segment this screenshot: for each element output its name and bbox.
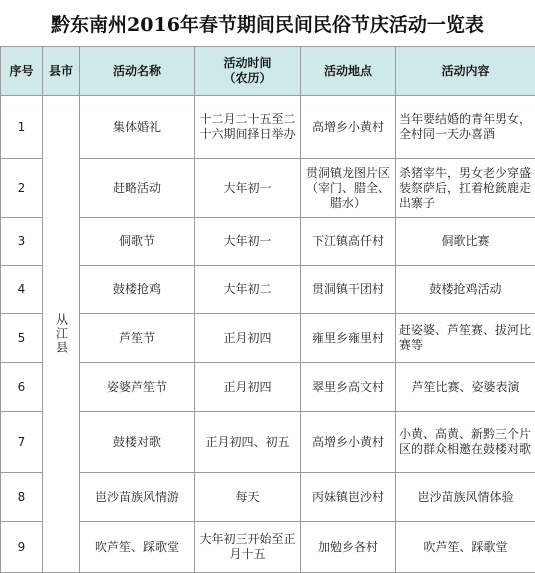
cell-time: 大年初一 (195, 159, 301, 218)
cell-name: 赶略活动 (80, 159, 195, 218)
cell-content: 吹芦笙、踩歌堂 (396, 522, 535, 573)
cell-no: 5 (1, 314, 43, 363)
cell-name: 吹芦笙、踩歌堂 (80, 522, 195, 573)
page-title: 黔东南州2016年春节期间民间民俗节庆活动一览表 (0, 0, 535, 46)
cell-time: 大年初二 (195, 266, 301, 314)
cell-time: 大年初三开始至正月十五 (195, 522, 301, 573)
cell-county: 从江县 (43, 96, 80, 573)
cell-time: 每天 (195, 473, 301, 522)
header-county: 县市 (43, 47, 80, 96)
cell-name: 集体婚礼 (80, 96, 195, 159)
cell-place: 高增乡小黄村 (301, 412, 396, 473)
cell-time: 正月初四 (195, 363, 301, 412)
cell-name: 鼓楼抢鸡 (80, 266, 195, 314)
cell-name: 鼓楼对歌 (80, 412, 195, 473)
cell-name: 侗歌节 (80, 218, 195, 266)
cell-no: 6 (1, 363, 43, 412)
cell-content: 当年要结婚的青年男女，全村同一天办喜酒 (396, 96, 535, 159)
header-name: 活动名称 (80, 47, 195, 96)
cell-place: 下江镇高仟村 (301, 218, 396, 266)
cell-no: 4 (1, 266, 43, 314)
cell-time: 大年初一 (195, 218, 301, 266)
cell-no: 9 (1, 522, 43, 573)
table-row (1, 314, 535, 363)
table-row (1, 218, 535, 266)
cell-time: 正月初四、初五 (195, 412, 301, 473)
cell-place: 贯洞镇龙图片区（宰门、腊全、腊水） (301, 159, 396, 218)
table-row (1, 266, 535, 314)
cell-content: 鼓楼抢鸡活动 (396, 266, 535, 314)
cell-place: 高增乡小黄村 (301, 96, 396, 159)
header-place: 活动地点 (301, 47, 396, 96)
header-time-line2: （农历） (223, 71, 271, 85)
cell-place: 丙妹镇岜沙村 (301, 473, 396, 522)
cell-time: 十二月二十五至二十六期间择日举办 (195, 96, 301, 159)
table-row (1, 159, 535, 218)
table-row (1, 473, 535, 522)
cell-name: 岜沙苗族风情游 (80, 473, 195, 522)
cell-name: 芦笙节 (80, 314, 195, 363)
cell-place: 雍里乡雍里村 (301, 314, 396, 363)
cell-content: 小黄、高黄、新黔三个片区的群众相邀在鼓楼对歌 (396, 412, 535, 473)
table-row (1, 412, 535, 473)
header-time-line1: 活动时间 (223, 56, 271, 70)
cell-content: 侗歌比赛 (396, 218, 535, 266)
cell-place: 贯洞镇干团村 (301, 266, 396, 314)
cell-no: 1 (1, 96, 43, 159)
table-row (1, 363, 535, 412)
cell-content: 杀猪宰牛，男女老少穿盛装祭萨后，扛着枪銃鹿走出寨子 (396, 159, 535, 218)
header-time (195, 47, 301, 96)
cell-no: 8 (1, 473, 43, 522)
cell-content: 岜沙苗族风情体验 (396, 473, 535, 522)
cell-no: 2 (1, 159, 43, 218)
cell-place: 翠里乡高文村 (301, 363, 396, 412)
header-content: 活动内容 (396, 47, 535, 96)
table-row (1, 96, 535, 159)
header-row (1, 47, 535, 96)
cell-content: 芦笙比赛、姿婆表演 (396, 363, 535, 412)
cell-no: 7 (1, 412, 43, 473)
cell-no: 3 (1, 218, 43, 266)
cell-place: 加勉乡各村 (301, 522, 396, 573)
header-no: 序号 (1, 47, 43, 96)
cell-time: 正月初四 (195, 314, 301, 363)
festival-table (0, 46, 535, 573)
cell-content: 赶姿婆、芦笙赛、拔河比赛等 (396, 314, 535, 363)
cell-name: 姿婆芦笙节 (80, 363, 195, 412)
table-row (1, 522, 535, 573)
